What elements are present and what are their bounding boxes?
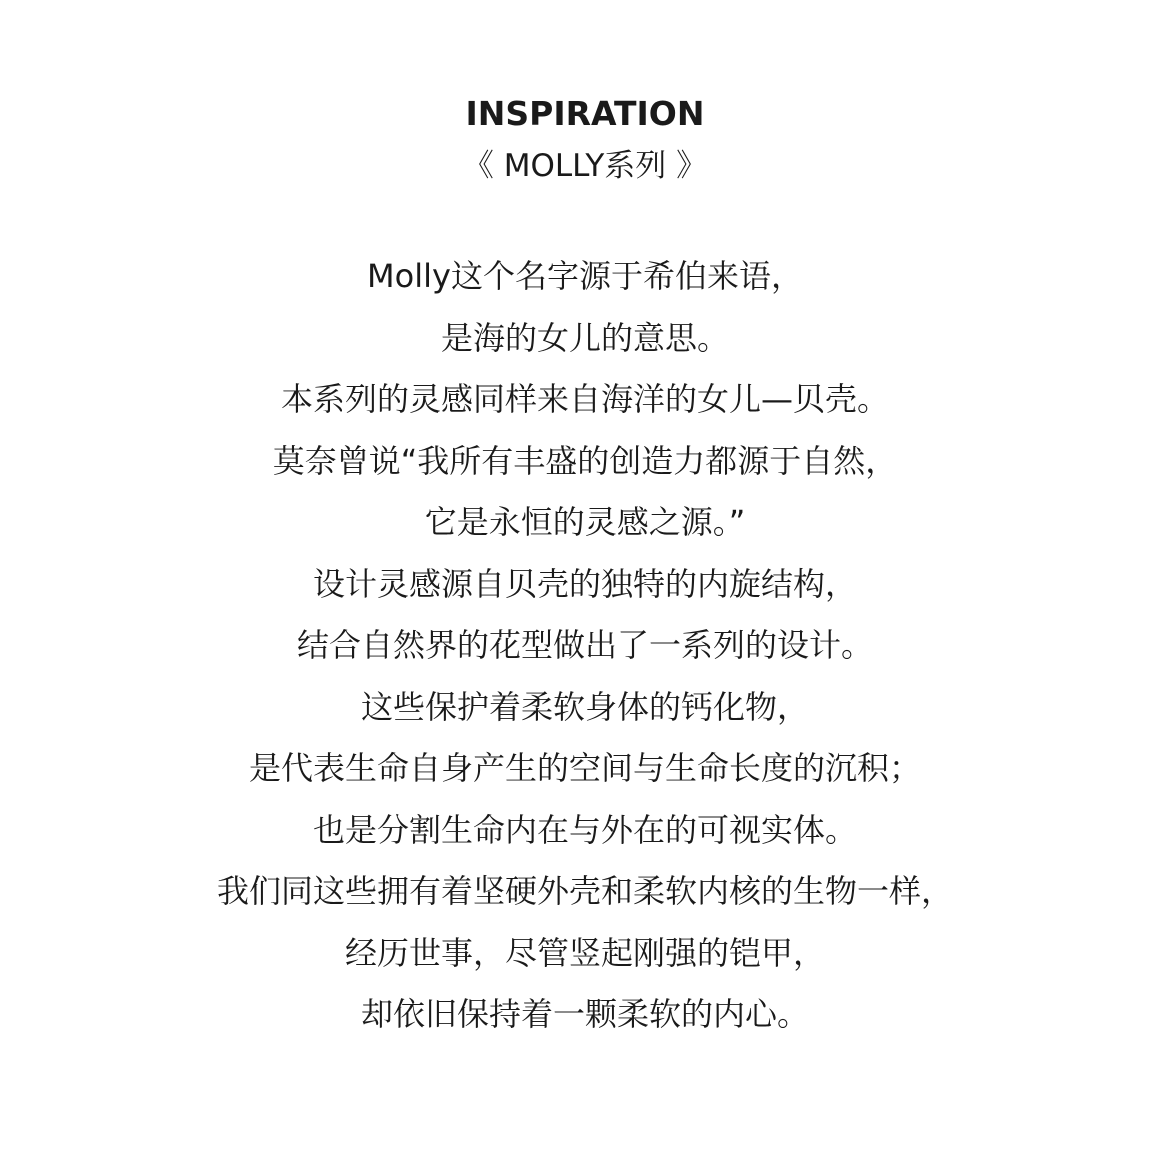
text-line: 这些保护着柔软身体的钙化物，: [360, 687, 809, 726]
text-line: 我们同这些拥有着坚硬外壳和柔软内核的生物一样，: [216, 872, 953, 910]
text-line: 是代表生命自身产生的空间与生命长度的沉积；: [248, 749, 921, 787]
text-line: Molly这个名字源于希伯来语，: [367, 257, 803, 295]
text-line: 是海的女儿的意思。: [440, 318, 729, 357]
heading-block: [0, 92, 1170, 188]
text-line: 莫奈曾说“我所有丰盛的创造力都源于自然，: [272, 441, 898, 480]
text-line: 本系列的灵感同样来自海洋的女儿—贝壳。: [280, 380, 889, 418]
text-line: 结合自然界的花型做出了一系列的设计。: [296, 626, 873, 664]
page-title: INSPIRATION: [465, 94, 705, 133]
collection-subtitle: 《 MOLLY系列 》: [462, 148, 708, 184]
text-line: 也是分割生命内在与外在的可视实体。: [312, 810, 857, 849]
inspiration-text: [0, 246, 1170, 1046]
text-line: 却依旧保持着一颗柔软的内心。: [360, 995, 809, 1033]
text-line: 它是永恒的灵感之源。”: [424, 503, 746, 541]
text-line: 设计灵感源自贝壳的独特的内旋结构，: [312, 564, 857, 603]
text-line: 经历世事，尽管竖起刚强的铠甲，: [344, 933, 825, 972]
